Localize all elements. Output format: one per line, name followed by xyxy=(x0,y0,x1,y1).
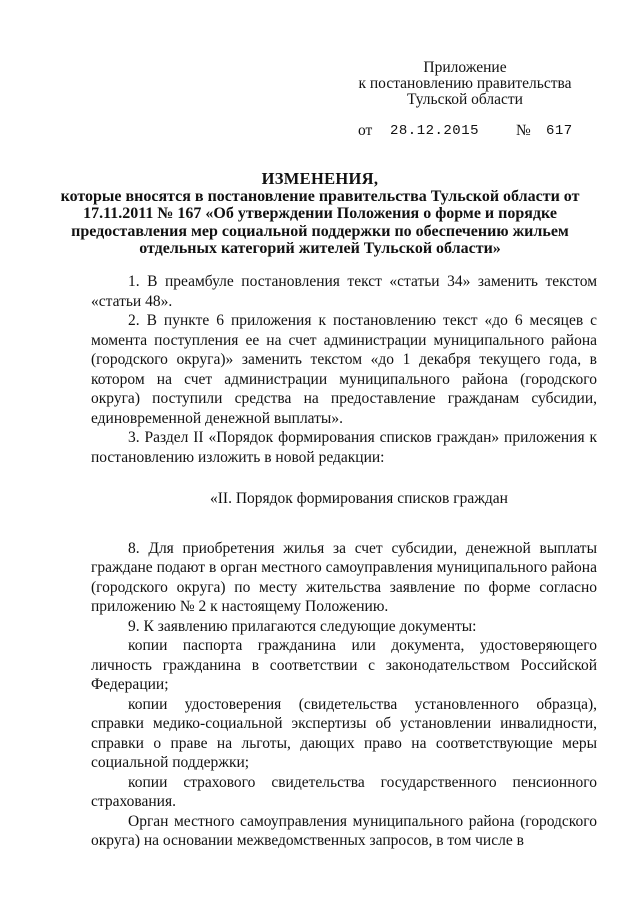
appendix-line-1: Приложение xyxy=(423,59,507,76)
decree-date: 28.12.2015 xyxy=(390,123,480,139)
title-line-1: которые вносятся в постановление правительства Тульской области от xyxy=(60,187,580,205)
paragraph-1: 1. В преамбуле постановления текст «статьи 34» заменить текстом «статьи 48». xyxy=(91,273,597,310)
title-heading: ИЗМЕНЕНИЯ, xyxy=(261,169,379,188)
paragraph-8: 8. Для приобретения жилья за счет субсидии, денежной выплаты граждане подают в орган местного самоуправления муниципального района (городского округа) по месту жительства заявление по форме согласно приложению № 2 к настоящему Положению. xyxy=(91,539,597,615)
paragraph-9: 9. К заявлению прилагаются следующие документы: xyxy=(128,617,477,635)
title-line-2: 17.11.2011 № 167 «Об утверждении Положения о форме и порядке xyxy=(83,205,557,222)
document-item-3: копии страхового свидетельства государственного пенсионного страхования. xyxy=(91,773,597,810)
title-line-4: отдельных категорий жителей Тульской области» xyxy=(139,240,501,257)
appendix-line-3: Тульской области xyxy=(407,91,523,108)
document-item-2: копии удостоверения (свидетельства установленного образца), справки медико-социальной экспертизы об установлении инвалидности, справки о праве на льготы, дающих право на соответствующие меры социальной поддержки; xyxy=(91,695,597,771)
document-body xyxy=(91,272,597,851)
paragraph-3: 3. Раздел II «Порядок формирования списков граждан» приложения к постановлению изложить в новой редакции: xyxy=(91,429,597,466)
appendix-header xyxy=(350,60,580,108)
title-line-3: предоставления мер социальной поддержки по обеспечению жильем xyxy=(71,222,569,240)
decree-from-label: от xyxy=(358,122,373,139)
decree-number: 617 xyxy=(546,123,573,139)
document-item-1: копии паспорта гражданина или документа, удостоверяющего личность гражданина в соответствии с законодательством Российской Федерации; xyxy=(91,637,597,693)
document-title xyxy=(60,170,580,258)
appendix-line-2: к постановлению правительства xyxy=(358,75,572,92)
paragraph-last: Орган местного самоуправления муниципального района (городского округа) на основании межведомственных запросов, в том числе в xyxy=(91,812,597,849)
section-title: «II. Порядок формирования списков граждан xyxy=(210,490,508,507)
paragraph-2: 2. В пункте 6 приложения к постановлению текст «до 6 месяцев с момента поступления ее на счет администрации муниципального района (городского округа)» заменить текстом «до 1 декабря текущего года, в котором на счет администрации муниципального района (городского округа) поступили средства на предоставление гражданам субсидии, единовременной денежной выплаты». xyxy=(91,312,597,427)
decree-number-sign: № xyxy=(516,122,531,139)
